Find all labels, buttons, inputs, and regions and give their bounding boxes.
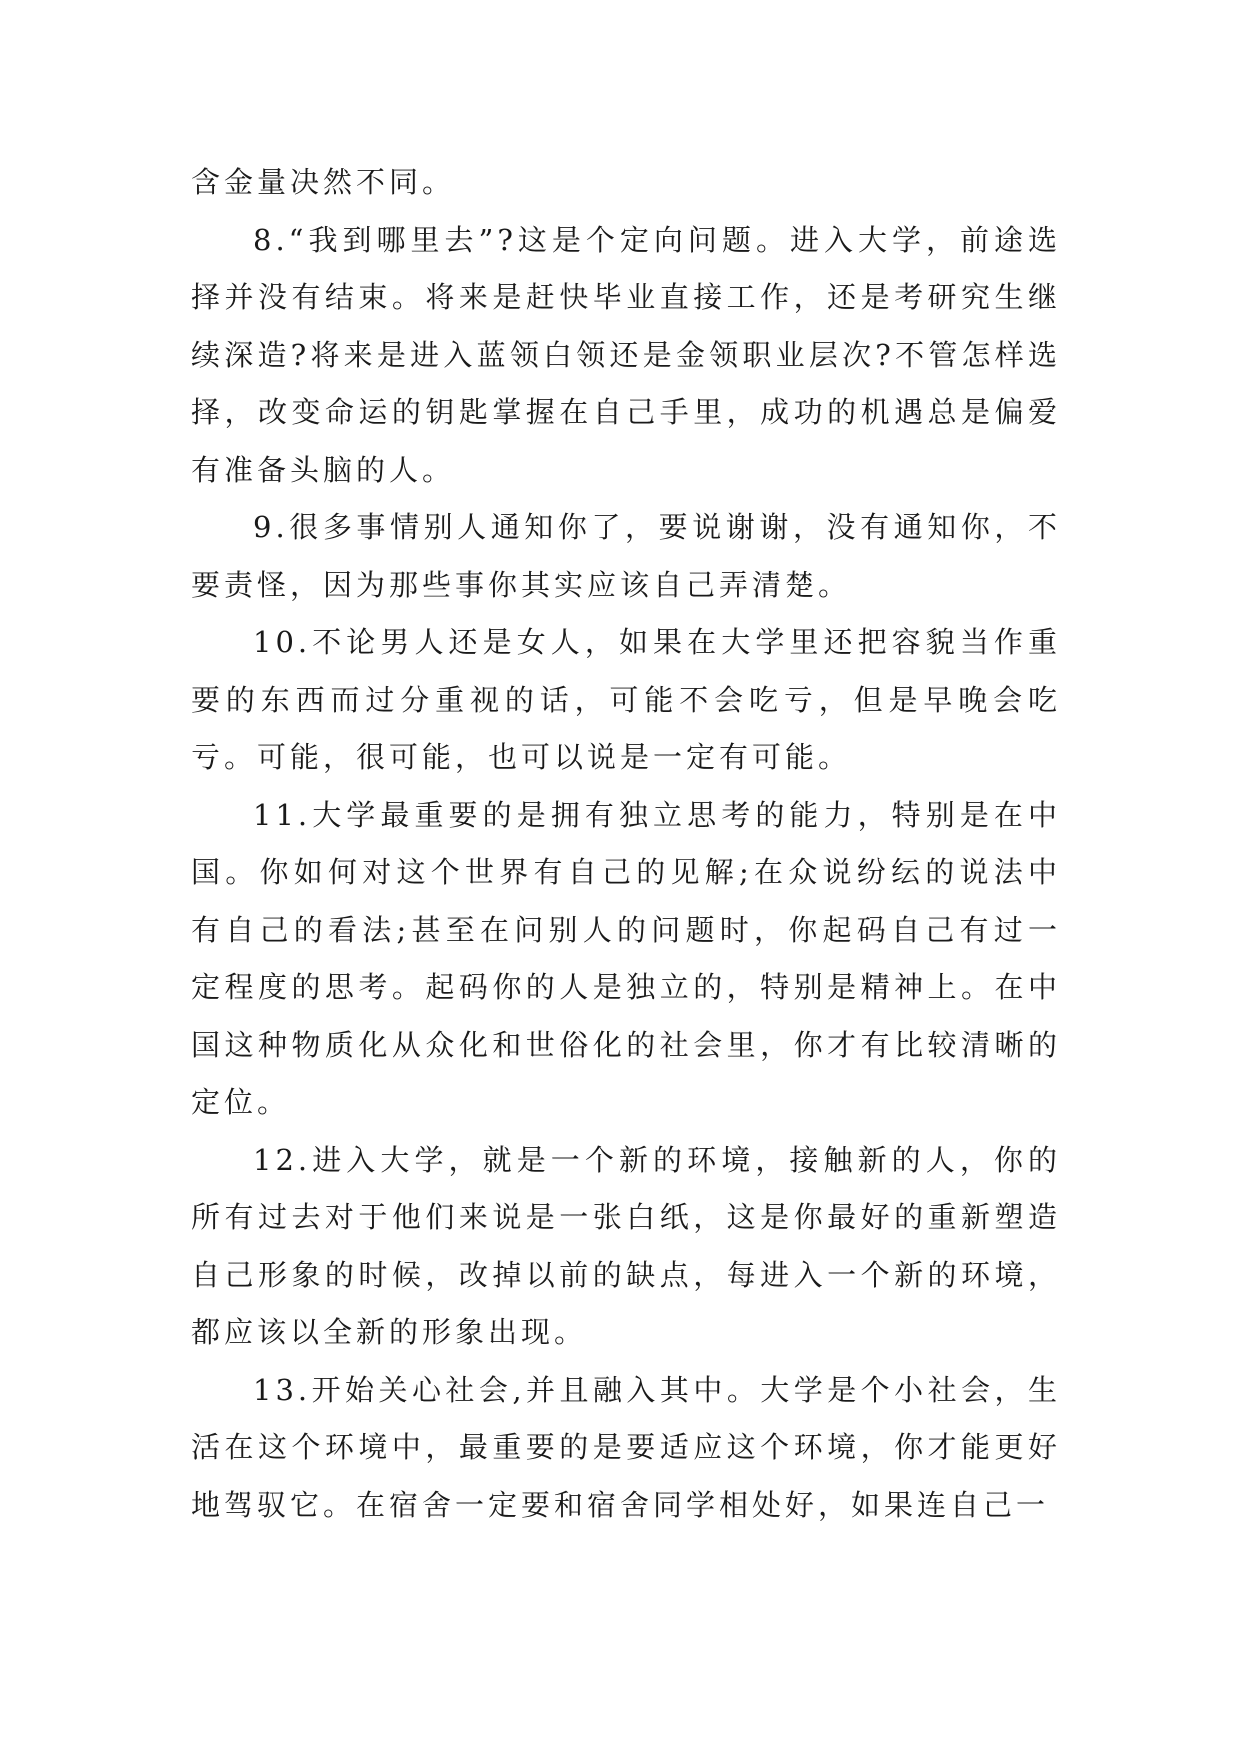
paragraph-continuation: 含金量决然不同。 (191, 165, 456, 199)
paragraph-item-10: 10.不论男人还是女人，如果在大学里还把容貌当作重要的东西而过分重视的话，可能不会吃亏，但是早晚会吃亏。可能，很可能，也可以说是一定有可能。 (191, 625, 1061, 774)
document-body (191, 154, 1061, 1534)
paragraph-item-11: 11.大学最重要的是拥有独立思考的能力，特别是在中国。你如何对这个世界有自己的见解;在众说纷纭的说法中有自己的看法;甚至在问别人的问题时，你起码自己有过一定程度的思考。起码你的人是独立的，特别是精神上。在中国这种物质化从众化和世俗化的社会里，你才有比较清晰的定位。 (191, 797, 1061, 1119)
paragraph-item-12: 12.进入大学，就是一个新的环境，接触新的人，你的所有过去对于他们来说是一张白纸，这是你最好的重新塑造自己形象的时候，改掉以前的缺点，每进入一个新的环境，都应该以全新的形象出现。 (191, 1142, 1061, 1349)
paragraph-item-9: 9.很多事情别人通知你了，要说谢谢，没有通知你，不要责怪，因为那些事你其实应该自己弄清楚。 (191, 510, 1061, 602)
paragraph-item-13: 13.开始关心社会,并且融入其中。大学是个小社会，生活在这个环境中，最重要的是要适应这个环境，你才能更好地驾驭它。在宿舍一定要和宿舍同学相处好，如果连自己一 (191, 1372, 1061, 1522)
paragraph-item-8: 8.“我到哪里去”?这是个定向问题。进入大学，前途选择并没有结束。将来是赶快毕业直接工作，还是考研究生继续深造?将来是进入蓝领白领还是金领职业层次?不管怎样选择，改变命运的钥匙掌握在自己手里，成功的机遇总是偏爱有准备头脑的人。 (191, 222, 1061, 487)
